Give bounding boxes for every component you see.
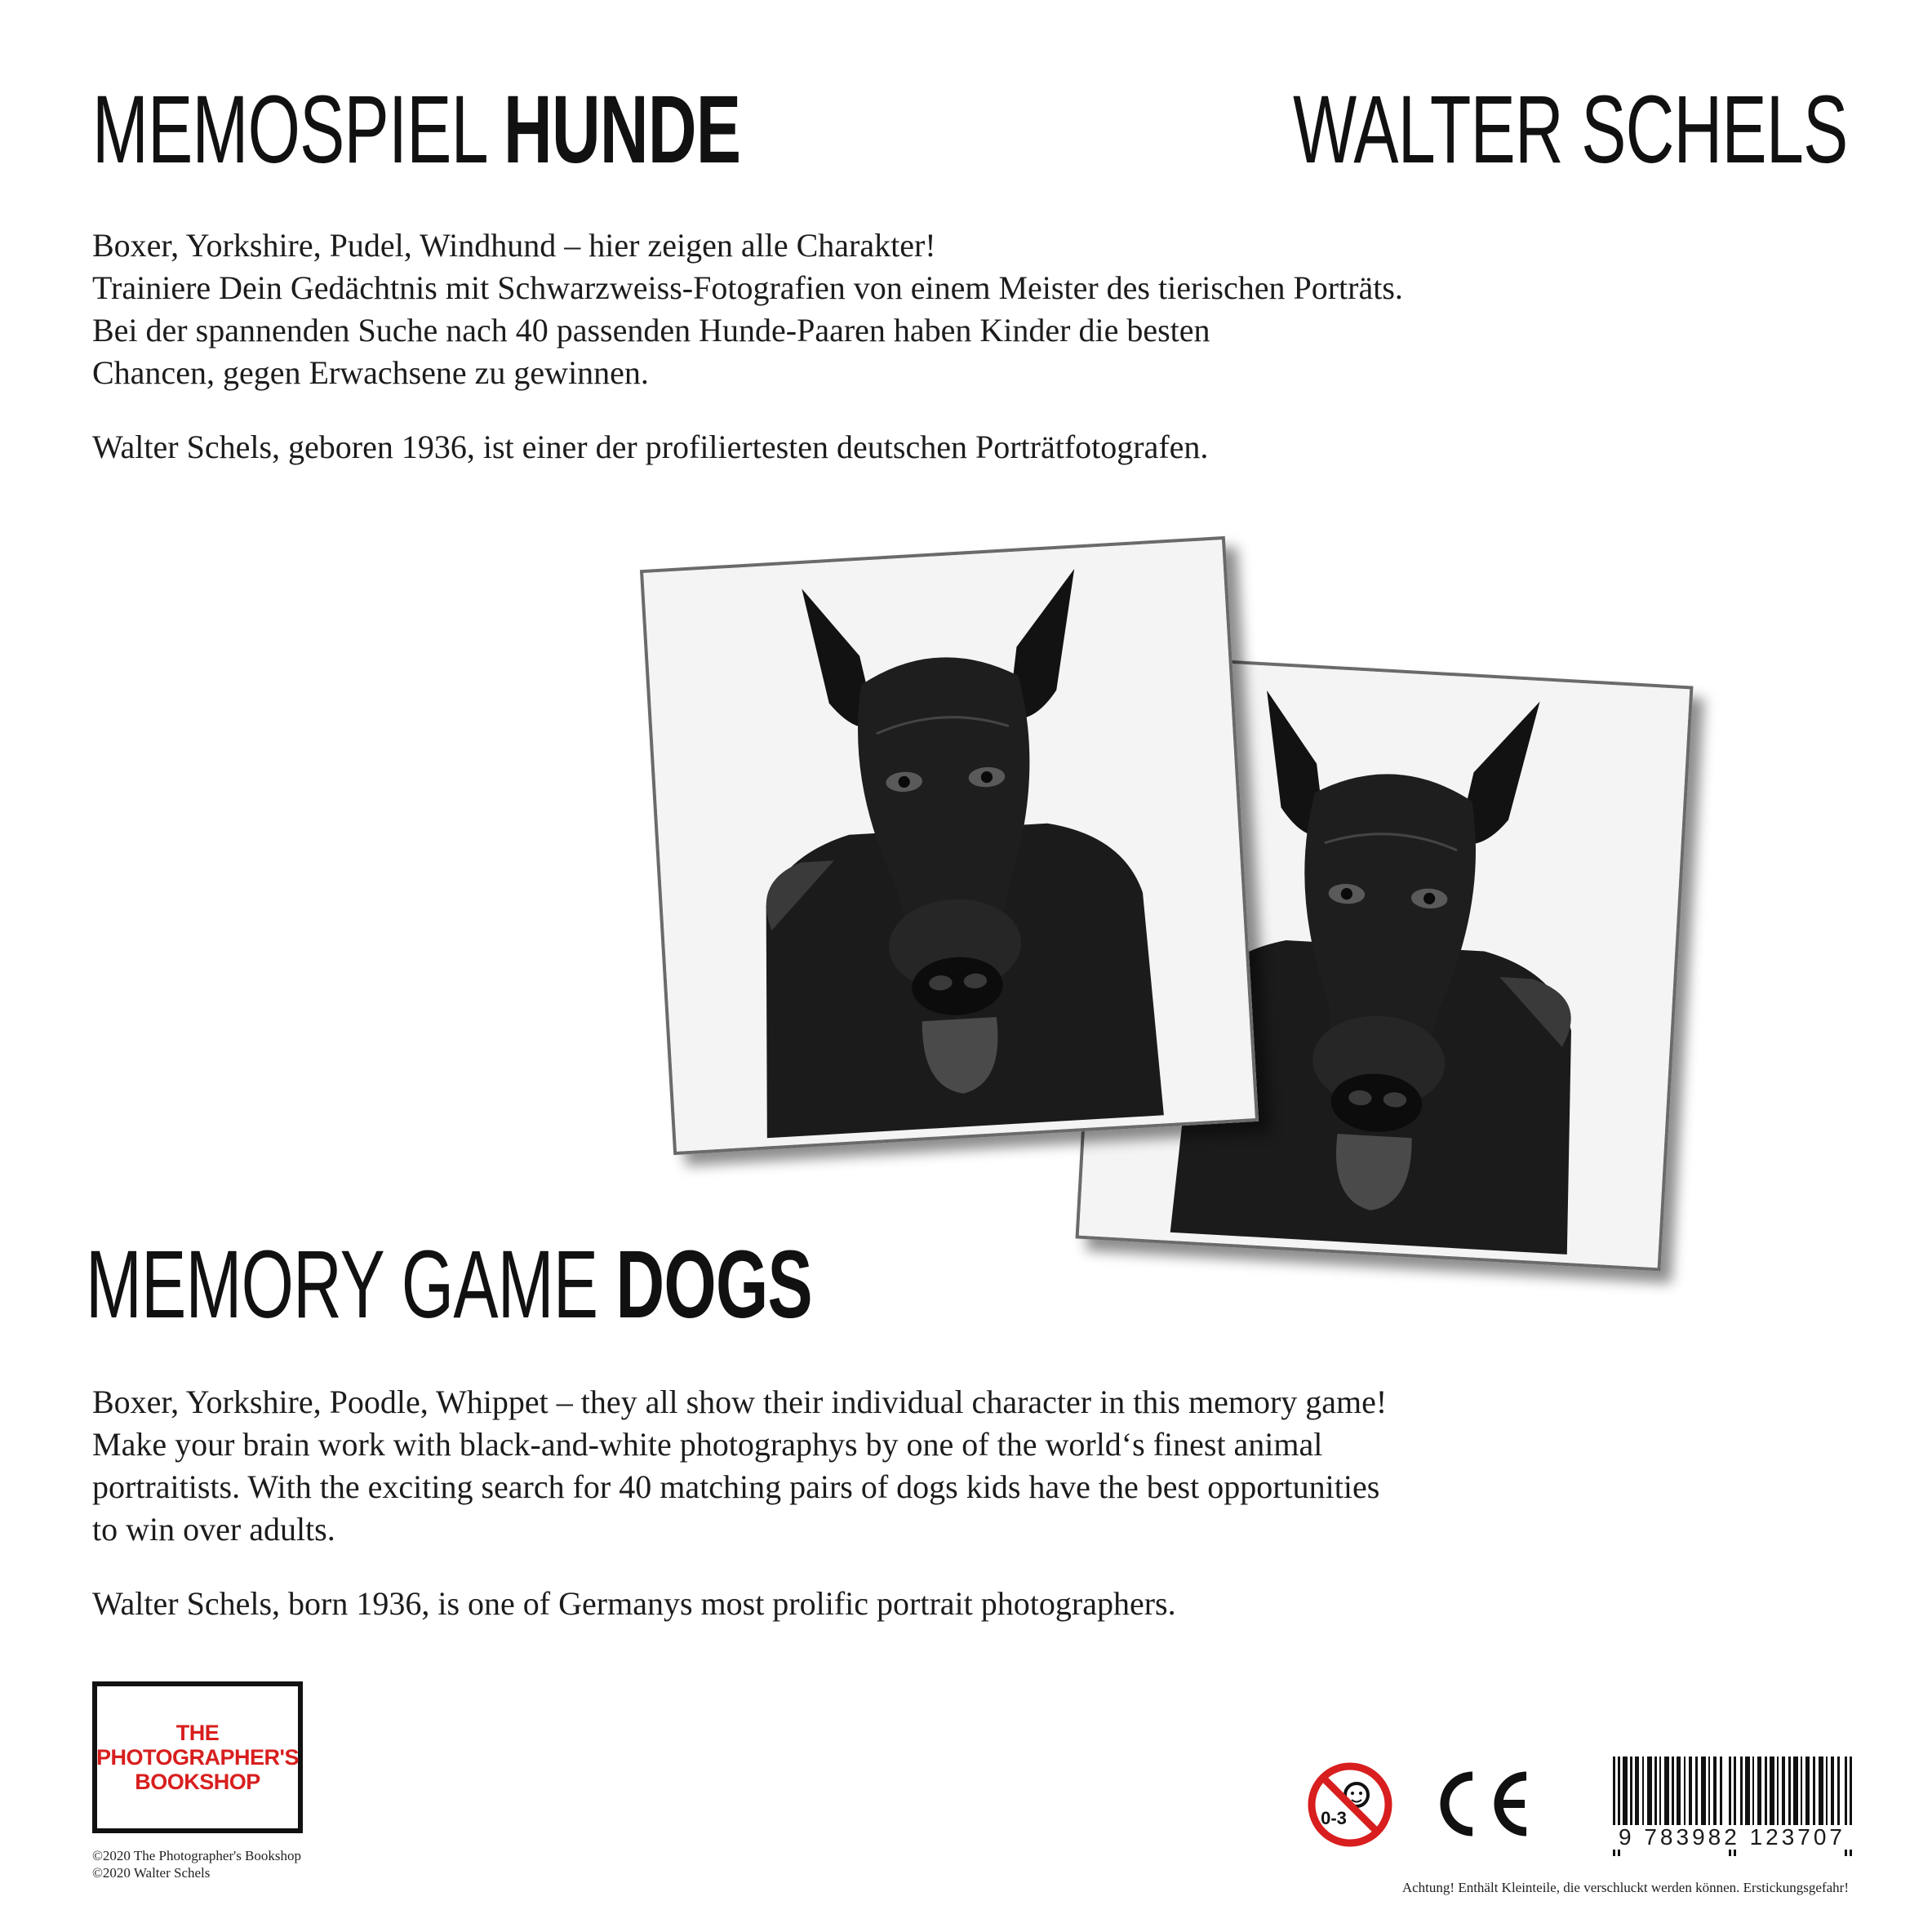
german-title	[92, 76, 741, 184]
german-title-light: MEMOSPIEL	[92, 76, 504, 184]
doberman-photo	[643, 540, 1255, 1152]
isbn-number: 9 783982 123707	[1605, 1825, 1859, 1850]
logo-line: BOOKSHOP	[135, 1770, 260, 1794]
german-line: Bei der spannenden Suche nach 40 passenden Hunde-Paaren haben Kinder die besten	[92, 312, 1210, 349]
german-line: Boxer, Yorkshire, Pudel, Windhund – hier zeigen alle Charakter!	[92, 227, 936, 264]
english-title-light: MEMORY GAME	[86, 1231, 616, 1339]
english-description	[92, 1381, 1387, 1551]
choking-warning: Achtung! Enthält Kleinteile, die verschluckt werden können. Erstickungsgefahr!	[1401, 1880, 1849, 1895]
english-title-bold: DOGS	[615, 1231, 812, 1339]
english-title	[86, 1231, 812, 1339]
german-bio: Walter Schels, geboren 1936, ist einer der profiliertesten deutschen Porträtfotografen.	[92, 429, 1209, 465]
memory-card-front	[640, 536, 1259, 1155]
english-bio: Walter Schels, born 1936, is one of Germanys most prolific portrait photographers.	[92, 1585, 1176, 1622]
age-warning-icon	[1306, 1761, 1394, 1849]
copyright-publisher: ©2020 The Photographer's Bookshop	[92, 1848, 302, 1863]
german-line: Trainiere Dein Gedächtnis mit Schwarzweiss-Fotografien von einem Meister des tierischen Porträts.	[92, 269, 1403, 306]
german-title-bold: HUNDE	[504, 76, 741, 184]
german-line: Chancen, gegen Erwachsene zu gewinnen.	[92, 354, 649, 391]
german-description	[92, 224, 1403, 394]
publisher-logo	[92, 1681, 303, 1833]
english-line: Boxer, Yorkshire, Poodle, Whippet – they all show their individual character in this memory game!	[92, 1383, 1388, 1420]
logo-line: PHOTOGRAPHER'S	[96, 1745, 299, 1770]
age-warning-label: 0-3	[1321, 1808, 1347, 1828]
english-line: portraitists. With the exciting search for 40 matching pairs of dogs kids have the best opportunities	[92, 1468, 1380, 1505]
english-line: Make your brain work with black-and-white photographys by one of the world‘s finest animal	[92, 1426, 1323, 1463]
logo-line: THE	[175, 1721, 220, 1745]
ce-mark-icon	[1430, 1770, 1534, 1838]
copyright-author: ©2020 Walter Schels	[92, 1865, 211, 1881]
english-line: to win over adults.	[92, 1511, 335, 1548]
author-name: WALTER SCHELS	[1293, 76, 1848, 184]
